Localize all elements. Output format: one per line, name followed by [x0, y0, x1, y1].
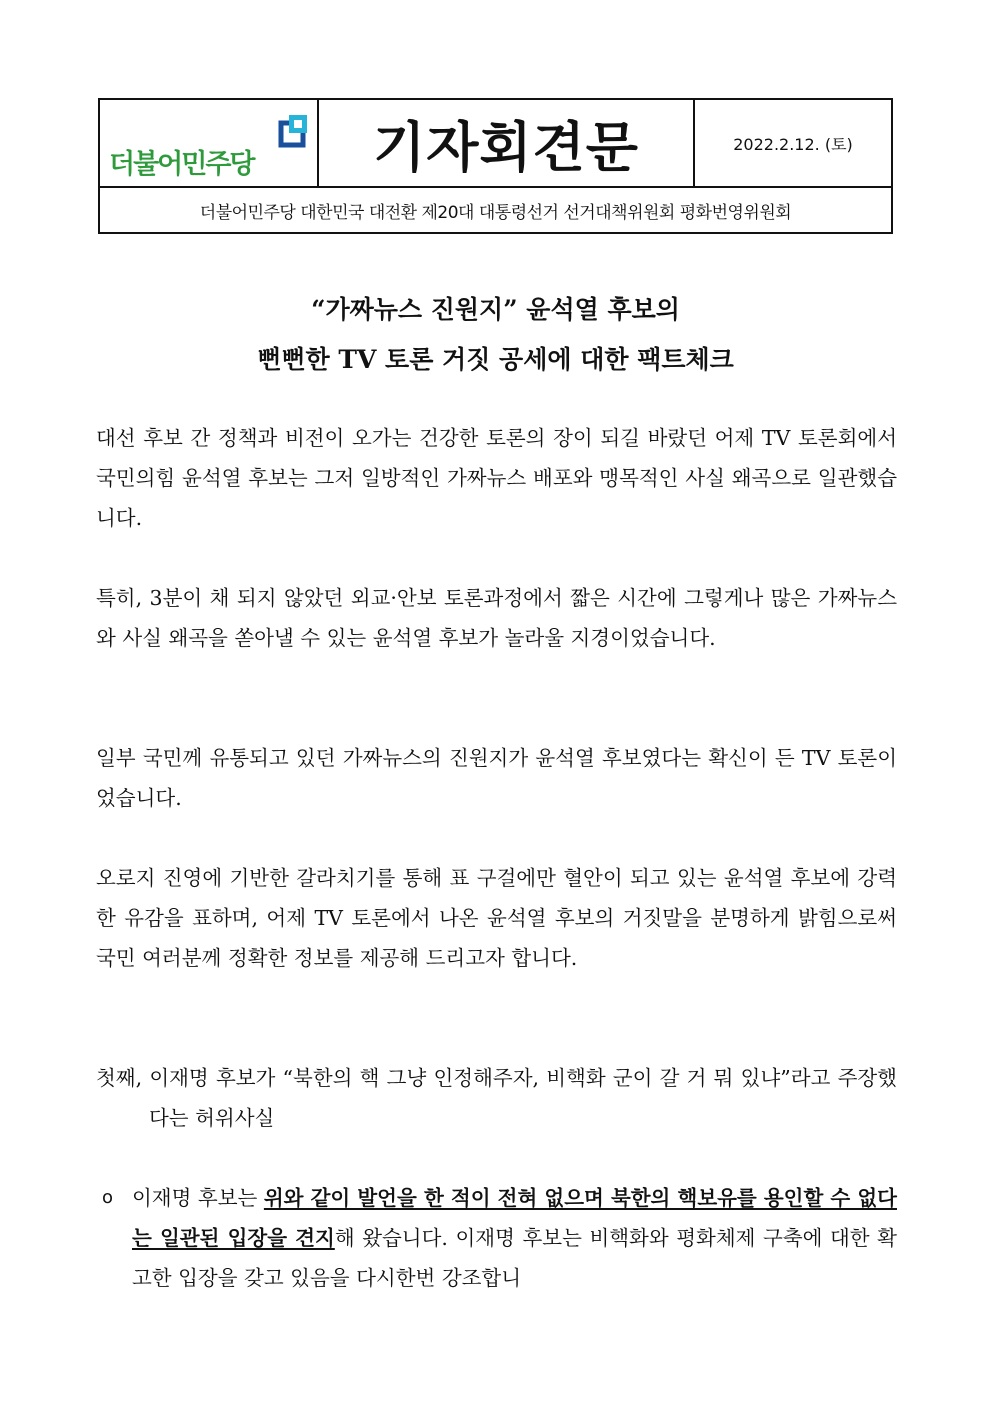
body-paragraph-1: 대선 후보 간 정책과 비전이 오가는 건강한 토론의 장이 되길 바랐던 어제 TV 토론회에서 국민의힘 윤석열 후보는 그저 일방적인 가짜뉴스 배포와 맹목적인 사실 왜곡으로 일관했습니다. — [96, 426, 897, 530]
headline-line-2: 뻔뻔한 TV 토론 거짓 공세에 대한 팩트체크 — [257, 345, 734, 374]
bullet-text-pre: 이재명 후보는 — [132, 1186, 264, 1210]
release-date: 2022.2.12. (토) — [733, 134, 853, 154]
header-top-row — [100, 100, 891, 188]
headline-line-1: “가짜뉴스 진원지” 윤석열 후보의 — [311, 295, 680, 324]
doc-type-title: 기자회견문 — [373, 115, 639, 179]
doc-type-cell — [319, 100, 695, 186]
body-paragraph-2: 특히, 3분이 채 되지 않았던 외교·안보 토론과정에서 짧은 시간에 그렇게나 많은 가짜뉴스와 사실 왜곡을 쏟아낼 수 있는 윤석열 후보가 놀라울 지경이었습니다. — [96, 586, 897, 650]
committee-row — [100, 188, 891, 232]
press-header-table — [98, 98, 893, 234]
bullet-item — [102, 1178, 897, 1298]
party-logo-mark-icon — [278, 114, 310, 148]
body-paragraph-3: 일부 국민께 유통되고 있던 가짜뉴스의 진원지가 윤석열 후보였다는 확신이 든 TV 토론이었습니다. — [96, 746, 897, 810]
first-claim-heading: 첫째, 이재명 후보가 “북한의 핵 그냥 인정해주자, 비핵화 군이 갈 거 뭐 있냐”라고 주장했다는 허위사실 — [96, 1066, 897, 1130]
committee-name: 더불어민주당 대한민국 대전환 제20대 대통령선거 선거대책위원회 평화번영위원회 — [199, 202, 792, 223]
bullet-text-post: 해 왔습니다. 이재명 후보는 비핵화와 평화체제 구축에 대한 확고한 입장을 갖고 있음을 다시한번 강조합니 — [132, 1226, 897, 1290]
bullet-text — [102, 1178, 897, 1298]
party-logo — [100, 100, 319, 186]
party-logo-text: 더불어민주당 — [109, 149, 254, 180]
date-cell — [695, 100, 891, 186]
bullet-text-emphasis: 위와 같이 발언을 한 적이 전혀 없으며 북한의 핵보유를 용인할 수 없다는 일관된 입장을 견지 — [132, 1186, 897, 1250]
body-paragraph-4: 오로지 진영에 기반한 갈라치기를 통해 표 구걸에만 혈안이 되고 있는 윤석열 후보에 강력한 유감을 표하며, 어제 TV 토론에서 나온 윤석열 후보의 거짓말을 분명하게 밝힘으로써 국민 여러분께 정확한 정보를 제공해 드리고자 합니다. — [96, 866, 897, 970]
bullet-marker: o — [102, 1187, 114, 1208]
